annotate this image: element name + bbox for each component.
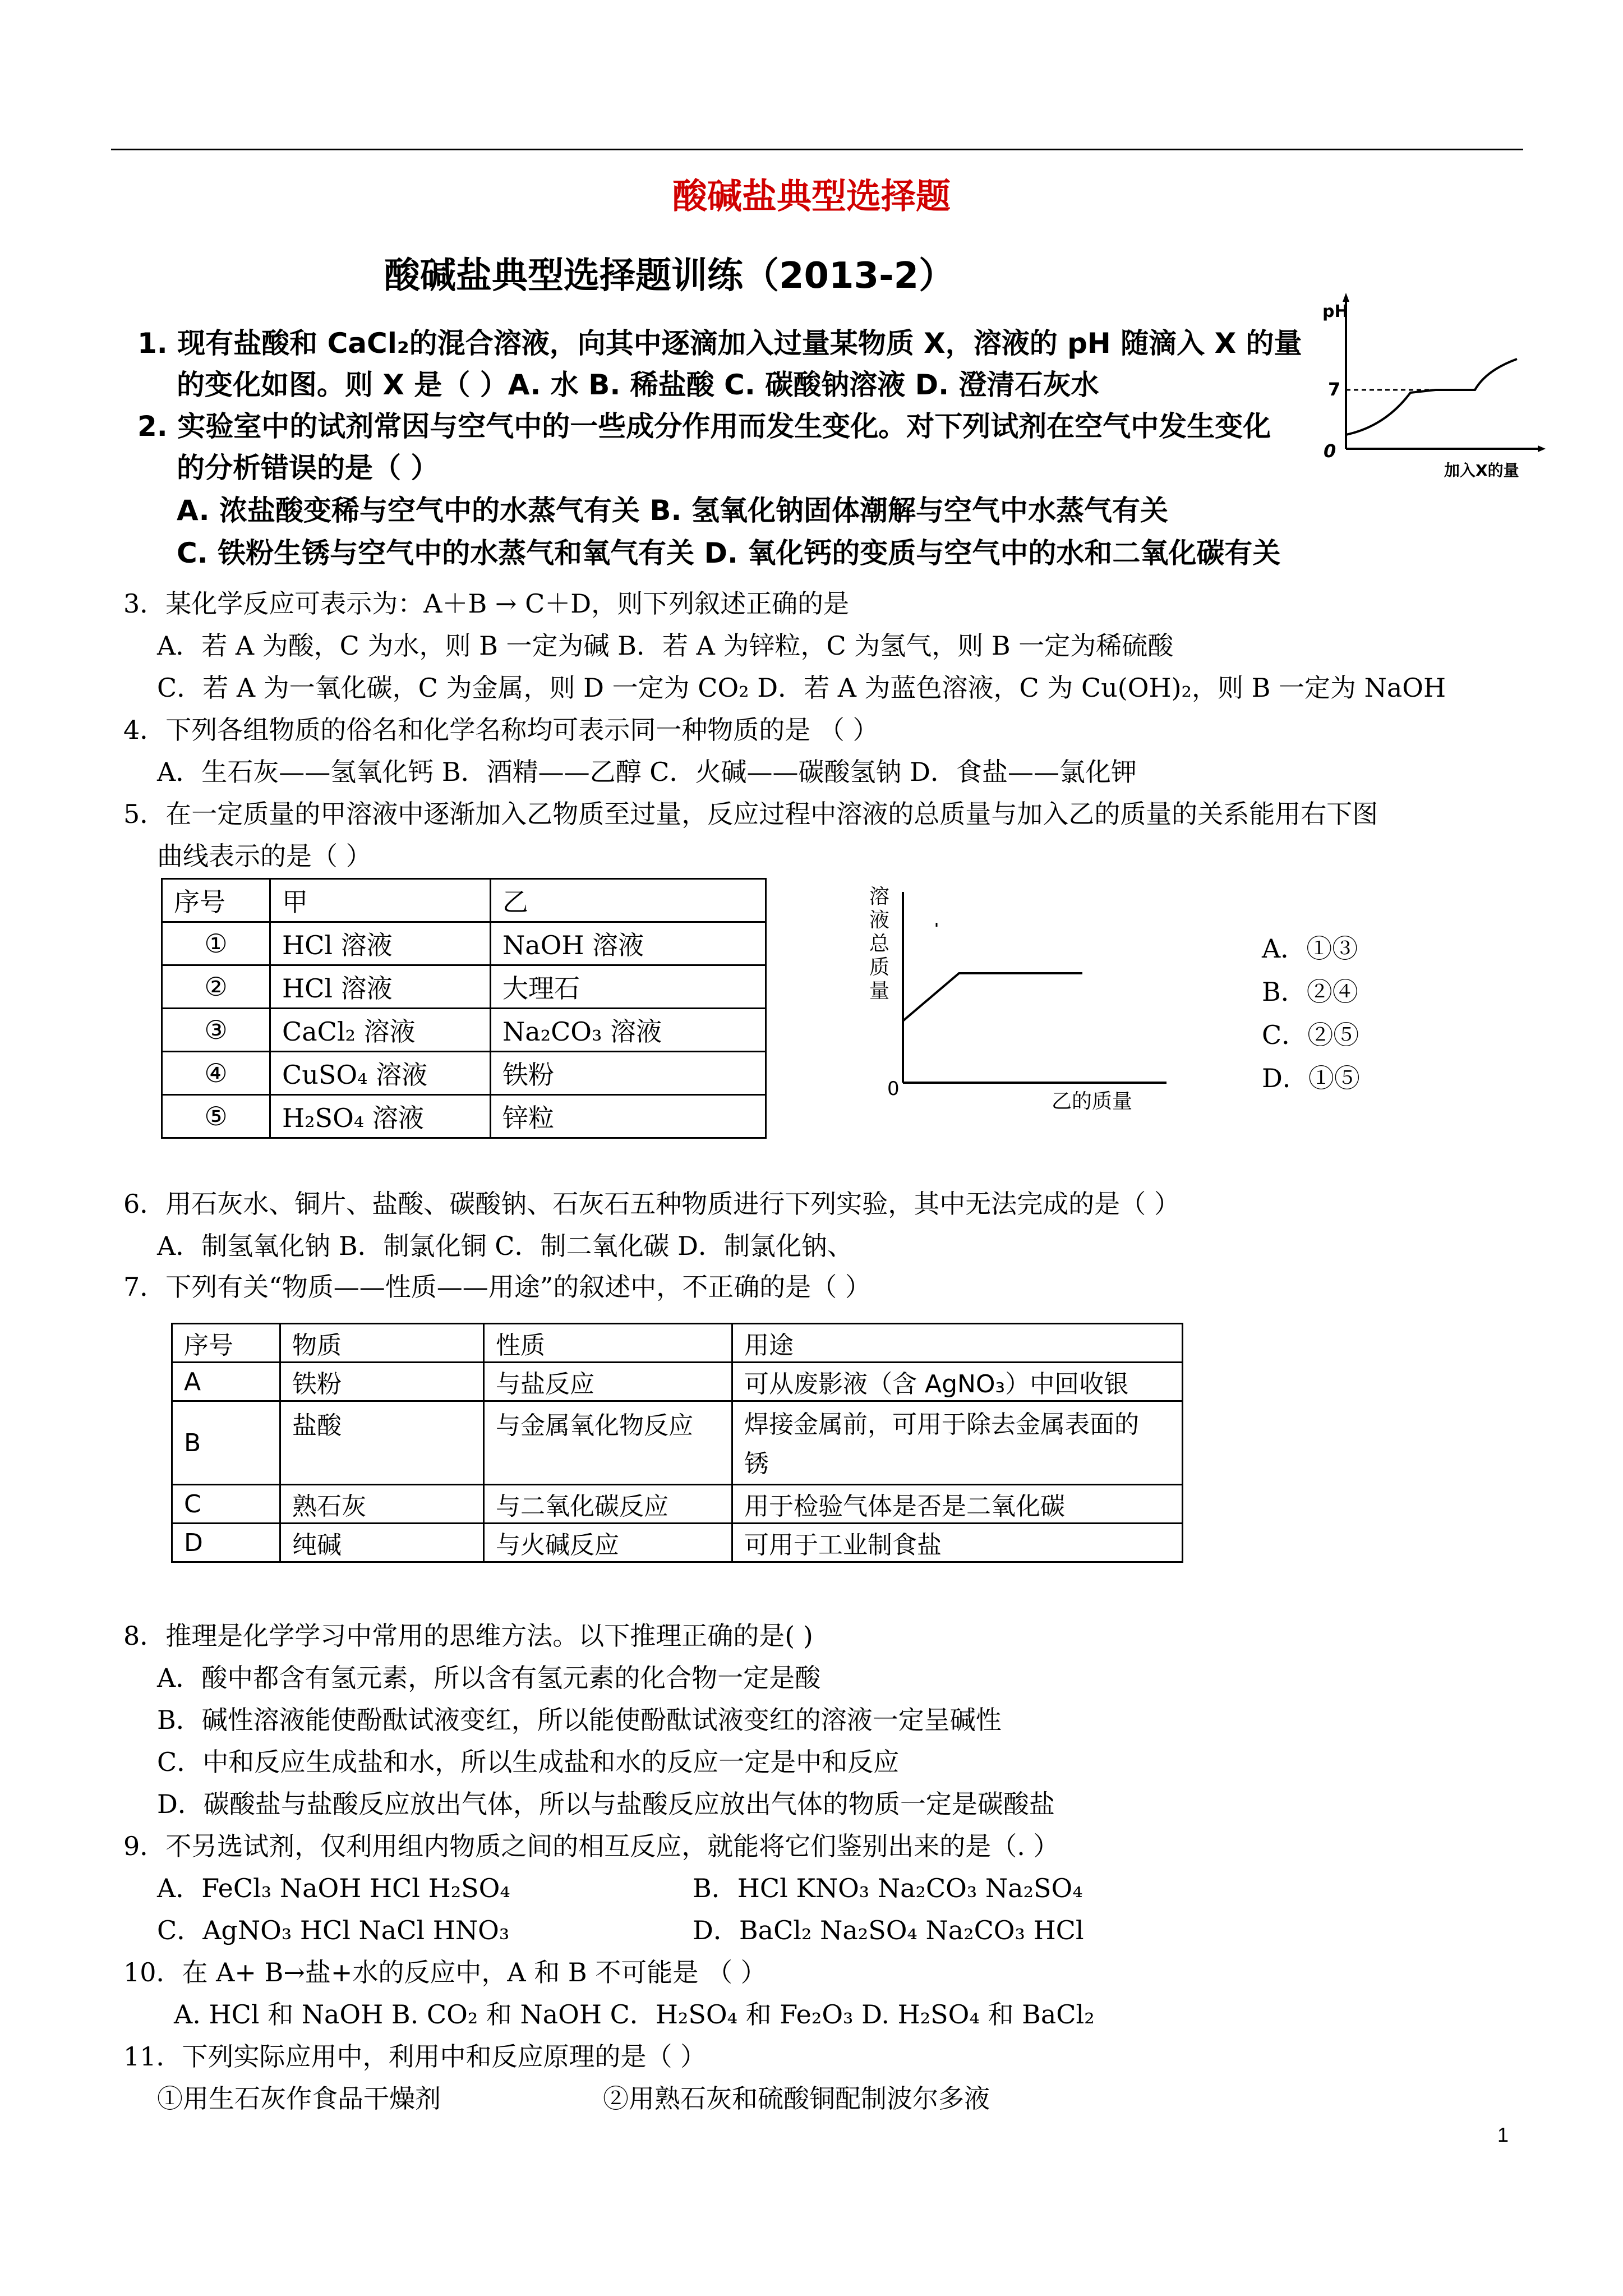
- q1-line2: 的变化如图。则 X 是（ ）A. 水 B. 稀盐酸 C. 碳酸钠溶液 D. 澄清石灰水: [177, 369, 1099, 401]
- table-cell: 与火碱反应: [484, 1524, 732, 1562]
- table-cell: A: [172, 1363, 280, 1401]
- q5-option-a: A．①③: [1262, 933, 1358, 964]
- table-cell: ②: [162, 965, 270, 1009]
- table-cell: 熟石灰: [280, 1485, 484, 1524]
- table-row: [172, 1401, 1183, 1485]
- table-cell: Na₂CO₃ 溶液: [491, 1009, 766, 1052]
- table-cell: 纯碱: [280, 1524, 484, 1562]
- q8-option-a: A．酸中都含有氢元素，所以含有氢元素的化合物一定是酸: [157, 1663, 821, 1693]
- q2-line1: 2. 实验室中的试剂常因与空气中的一些成分作用而发生变化。对下列试剂在空气中发生变化: [137, 410, 1271, 443]
- graph-origin: 0: [887, 1078, 900, 1100]
- table-cell: 盐酸: [280, 1401, 484, 1485]
- q4-stem: 4．下列各组物质的俗名和化学名称均可表示同一种物质的是 （ ）: [123, 715, 879, 745]
- q10-stem: 10．在 A+ B→盐+水的反应中，A 和 B 不可能是 （ ）: [123, 1957, 767, 1987]
- q5-option-d: D．①⑤: [1262, 1063, 1360, 1093]
- table-header-cell: 序号: [162, 879, 270, 922]
- q7-stem: 7．下列有关“物质——性质——用途”的叙述中，不正确的是（ ）: [123, 1272, 871, 1302]
- table-cell: ④: [162, 1052, 270, 1095]
- q11-option-1: ①用生石灰作食品干燥剂: [157, 2083, 441, 2114]
- page-number: 1: [1497, 2123, 1509, 2146]
- ph-ylabel: pH: [1322, 302, 1349, 321]
- q3-stem: 3．某化学反应可表示为：A＋B → C＋D，则下列叙述正确的是: [123, 588, 850, 619]
- table-cell: CaCl₂ 溶液: [270, 1009, 491, 1052]
- scanned-question-block: [126, 241, 1553, 575]
- table-cell: H₂SO₄ 溶液: [270, 1095, 491, 1138]
- q8-option-b: B．碱性溶液能使酚酞试液变红，所以能使酚酞试液变红的溶液一定呈碱性: [157, 1705, 1002, 1735]
- table-cell: 锌粒: [491, 1095, 766, 1138]
- table-row: [162, 922, 766, 965]
- table-header-cell: 甲: [270, 879, 491, 922]
- page-title: 酸碱盐典型选择题: [672, 176, 951, 217]
- table-cell: C: [172, 1485, 280, 1524]
- q2-line4: C. 铁粉生锈与空气中的水蒸气和氧气有关 D. 氧化钙的变质与空气中的水和二氧化碳有关: [177, 537, 1281, 569]
- table-row: [162, 1052, 766, 1095]
- table-cell: ⑤: [162, 1095, 270, 1138]
- graph-ylabel-char: 溶: [869, 885, 890, 908]
- q7-table: [171, 1323, 1183, 1563]
- graph-ylabel-char: 液: [869, 909, 890, 932]
- table-cell: NaOH 溶液: [491, 922, 766, 965]
- table-cell: ①: [162, 922, 270, 965]
- q6-stem: 6．用石灰水、铜片、盐酸、碳酸钠、石灰石五种物质进行下列实验，其中无法完成的是（ ）: [123, 1189, 1180, 1219]
- table-header-row: [162, 879, 766, 922]
- graph-ylabel-char: 总: [869, 932, 890, 955]
- table-row: [162, 965, 766, 1009]
- table-cell: 大理石: [491, 965, 766, 1009]
- table-header-cell: 物质: [280, 1324, 484, 1363]
- q9-option-d: D．BaCl₂ Na₂SO₄ Na₂CO₃ HCl: [693, 1915, 1084, 1945]
- q3-options-cd: C．若 A 为一氧化碳，C 为金属，则 D 一定为 CO₂ D．若 A 为蓝色溶液，C 为 Cu(OH)₂，则 B 一定为 NaOH: [157, 673, 1446, 703]
- table-header-row: [172, 1324, 1183, 1363]
- q9-option-b: B．HCl KNO₃ Na₂CO₃ Na₂SO₄: [693, 1873, 1083, 1903]
- scan-title: 酸碱盐典型选择题训练（2013-2）: [384, 255, 955, 297]
- q8-option-c: C．中和反应生成盐和水，所以生成盐和水的反应一定是中和反应: [157, 1747, 900, 1777]
- q5-table: [161, 878, 767, 1139]
- q4-options: A．生石灰——氢氧化钙 B．酒精——乙醇 C．火碱——碳酸氢钠 D．食盐——氯化钾: [157, 757, 1137, 787]
- ph-graph: [1318, 286, 1548, 488]
- q9-option-a: A．FeCl₃ NaOH HCl H₂SO₄: [157, 1873, 510, 1903]
- table-cell: ③: [162, 1009, 270, 1052]
- table-cell: CuSO₄ 溶液: [270, 1052, 491, 1095]
- table-header-cell: 性质: [484, 1324, 732, 1363]
- q5-stem-1: 5．在一定质量的甲溶液中逐渐加入乙物质至过量，反应过程中溶液的总质量与加入乙的质量的关系能用右下图: [123, 799, 1378, 829]
- q9-option-c: C．AgNO₃ HCl NaCl HNO₃: [157, 1915, 510, 1945]
- q10-options: A. HCl 和 NaOH B. CO₂ 和 NaOH C．H₂SO₄ 和 Fe₂O₃ D. H₂SO₄ 和 BaCl₂: [174, 1999, 1095, 2030]
- table-header-cell: 乙: [491, 879, 766, 922]
- table-row: [172, 1363, 1183, 1401]
- q5-option-c: C．②⑤: [1262, 1020, 1359, 1050]
- table-cell: 与二氧化碳反应: [484, 1485, 732, 1524]
- table-cell: 铁粉: [280, 1363, 484, 1401]
- graph-ylabel-char: 量: [869, 979, 890, 1002]
- table-cell-line: 焊接金属前，可用于除去金属表面的: [744, 1410, 1139, 1439]
- q8-option-d: D．碳酸盐与盐酸反应放出气体，所以与盐酸反应放出气体的物质一定是碳酸盐: [157, 1789, 1055, 1819]
- q11-option-2: ②用熟石灰和硫酸铜配制波尔多液: [603, 2083, 990, 2114]
- table-header-cell: 序号: [172, 1324, 280, 1363]
- table-cell: 用于检验气体是否是二氧化碳: [732, 1485, 1183, 1524]
- q9-stem: 9．不另选试剂，仅利用组内物质之间的相互反应，就能将它们鉴别出来的是（. ）: [123, 1831, 1059, 1861]
- q1-line1: 1. 现有盐酸和 CaCl₂的混合溶液，向其中逐滴加入过量某物质 X，溶液的 pH 随滴入 X 的量: [137, 327, 1302, 360]
- table-row: [162, 1009, 766, 1052]
- q8-stem: 8．推理是化学学习中常用的思维方法。以下推理正确的是( ): [123, 1621, 813, 1651]
- table-row: [162, 1095, 766, 1138]
- table-cell: 与盐反应: [484, 1363, 732, 1401]
- table-cell: 可用于工业制食盐: [732, 1524, 1183, 1562]
- table-cell-line: 锈: [744, 1450, 769, 1478]
- q5-stem-2: 曲线表示的是（ ）: [157, 841, 372, 871]
- header-rule: [111, 149, 1523, 150]
- table-row: [172, 1524, 1183, 1562]
- graph-ylabel-char: 质: [869, 956, 890, 979]
- table-cell: 可从废影液（含 AgNO₃）中回收银: [732, 1363, 1183, 1401]
- graph-xlabel: 乙的质量: [1052, 1090, 1133, 1113]
- table-header-cell: 用途: [732, 1324, 1183, 1363]
- table-cell: HCl 溶液: [270, 965, 491, 1009]
- table-cell: 与金属氧化物反应: [484, 1401, 732, 1485]
- ph-tick: 7: [1328, 379, 1341, 400]
- q2-line3: A. 浓盐酸变稀与空气中的水蒸气有关 B. 氢氧化钠固体潮解与空气中水蒸气有关: [177, 494, 1168, 527]
- ph-origin: 0: [1324, 440, 1336, 462]
- q3-options-ab: A．若 A 为酸，C 为水，则 B 一定为碱 B．若 A 为锌粒，C 为氢气，则 B 一定为稀硫酸: [157, 631, 1174, 661]
- table-cell: B: [172, 1401, 280, 1485]
- table-cell: 铁粉: [491, 1052, 766, 1095]
- q2-line2: 的分析错误的是（ ）: [177, 452, 439, 484]
- table-cell: HCl 溶液: [270, 922, 491, 965]
- q5-option-b: B．②④: [1262, 977, 1358, 1007]
- q6-options: A．制氢氧化钠 B．制氯化铜 C．制二氧化碳 D．制氯化钠、: [157, 1231, 853, 1261]
- table-row: [172, 1485, 1183, 1524]
- ph-xlabel: 加入X的量: [1444, 461, 1519, 480]
- table-cell: [732, 1401, 1183, 1485]
- q11-stem: 11．下列实际应用中，利用中和反应原理的是（ ）: [123, 2041, 707, 2072]
- table-cell: D: [172, 1524, 280, 1562]
- q5-mass-graph: [852, 875, 1178, 1122]
